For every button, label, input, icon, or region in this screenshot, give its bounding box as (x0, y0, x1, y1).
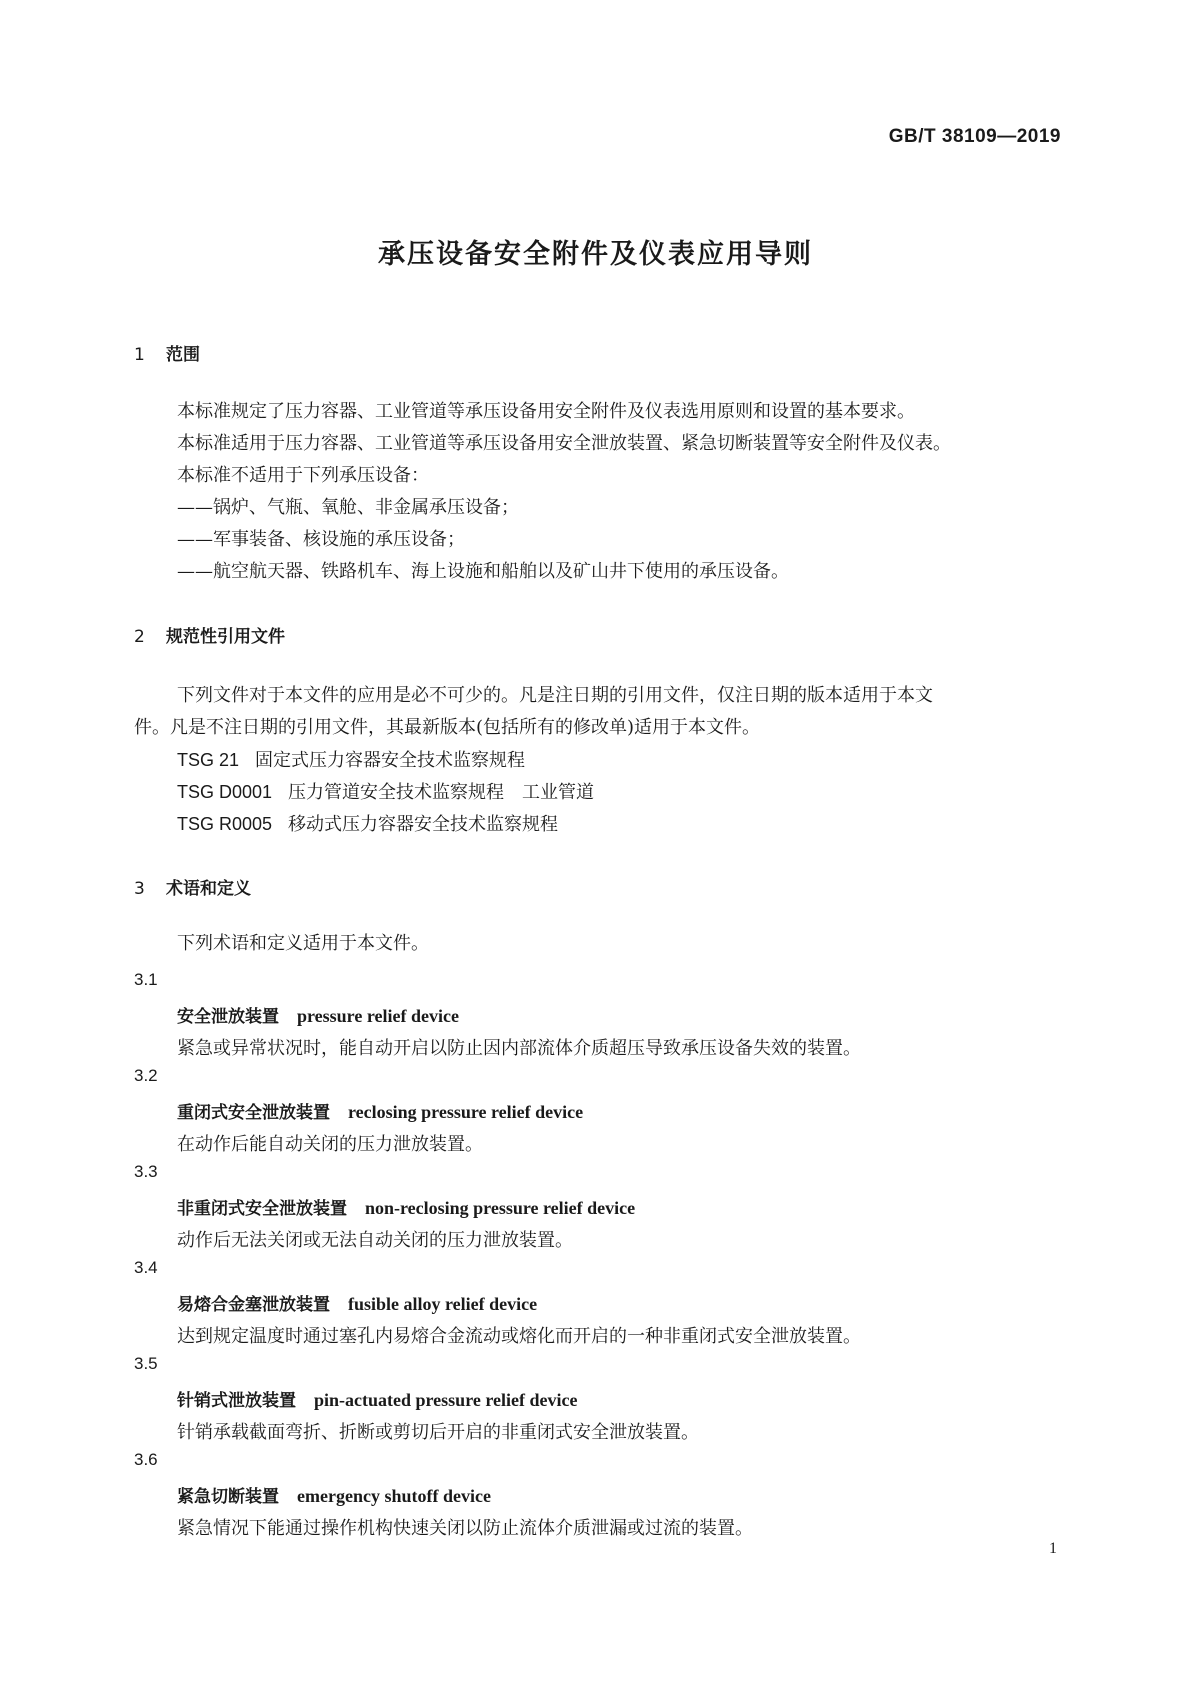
term-name-zh: 重闭式安全泄放装置 (177, 1103, 330, 1123)
term-name (177, 1098, 583, 1123)
term-name-en: non-reclosing pressure relief device (365, 1198, 636, 1218)
term-name-en: pin-actuated pressure relief device (314, 1390, 578, 1410)
term-name (177, 1290, 537, 1315)
term-definition: 动作后无法关闭或无法自动关闭的压力泄放装置。 (177, 1230, 573, 1251)
scope-list-item: ——军事装备、核设施的承压设备； (177, 529, 465, 550)
reference-item (177, 744, 525, 777)
term-number: 3.6 (134, 1450, 158, 1469)
reference-item (177, 776, 594, 809)
term-name-zh: 紧急切断装置 (177, 1487, 279, 1507)
term-name (177, 1482, 491, 1507)
term-name-zh: 安全泄放装置 (177, 1007, 279, 1027)
term-name (177, 1386, 577, 1411)
section-title: 术语和定义 (166, 879, 251, 899)
scope-paragraph: 本标准不适用于下列承压设备： (177, 465, 429, 486)
standard-code: GB/T 38109—2019 (888, 126, 1061, 147)
reference-code: TSG R0005 (177, 814, 273, 834)
term-number: 3.5 (134, 1354, 158, 1373)
term-name-zh: 非重闭式安全泄放装置 (177, 1199, 347, 1219)
scope-paragraph: 本标准规定了压力容器、工业管道等承压设备用安全附件及仪表选用原则和设置的基本要求。 (177, 401, 915, 422)
scope-paragraph: 本标准适用于压力容器、工业管道等承压设备用安全泄放装置、紧急切断装置等安全附件及仪表。 (177, 433, 951, 454)
reference-code: TSG 21 (177, 750, 240, 770)
section-number: 1 (134, 345, 145, 365)
term-number: 3.4 (134, 1258, 158, 1277)
term-name-en: fusible alloy relief device (348, 1294, 538, 1314)
term-name-en: reclosing pressure relief device (348, 1102, 584, 1122)
term-name-en: emergency shutoff device (297, 1486, 491, 1506)
section-heading-references (134, 622, 285, 647)
term-name-en: pressure relief device (297, 1006, 459, 1026)
section-number: 2 (134, 627, 145, 647)
term-definition: 针销承载截面弯折、折断或剪切后开启的非重闭式安全泄放装置。 (177, 1422, 699, 1443)
section-heading-scope (134, 340, 200, 365)
term-number: 3.1 (134, 970, 158, 989)
term-name-zh: 针销式泄放装置 (177, 1391, 296, 1411)
term-name (177, 1194, 635, 1219)
scope-list-item: ——锅炉、气瓶、氧舱、非金属承压设备； (177, 497, 519, 518)
scope-list-item: ——航空航天器、铁路机车、海上设施和船舶以及矿山井下使用的承压设备。 (177, 561, 789, 582)
references-intro: 下列文件对于本文件的应用是必不可少的。凡是注日期的引用文件，仅注日期的版本适用于本文 (177, 685, 933, 706)
reference-title: 压力管道安全技术监察规程 工业管道 (288, 782, 595, 803)
term-name-zh: 易熔合金塞泄放装置 (177, 1295, 330, 1315)
term-number: 3.2 (134, 1066, 158, 1085)
reference-title: 移动式压力容器安全技术监察规程 (288, 814, 559, 835)
reference-title: 固定式压力容器安全技术监察规程 (255, 750, 526, 771)
term-definition: 达到规定温度时通过塞孔内易熔合金流动或熔化而开启的一种非重闭式安全泄放装置。 (177, 1326, 861, 1347)
reference-item (177, 808, 558, 841)
document-title: 承压设备安全附件及仪表应用导则 (378, 239, 813, 270)
references-intro-continued: 件。凡是不注日期的引用文件，其最新版本(包括所有的修改单)适用于本文件。 (134, 717, 761, 738)
terms-intro: 下列术语和定义适用于本文件。 (177, 933, 429, 954)
reference-code: TSG D0001 (177, 782, 273, 802)
term-definition: 紧急情况下能通过操作机构快速关闭以防止流体介质泄漏或过流的装置。 (177, 1518, 753, 1539)
section-title: 规范性引用文件 (166, 627, 285, 647)
term-number: 3.3 (134, 1162, 158, 1181)
term-definition: 紧急或异常状况时，能自动开启以防止因内部流体介质超压导致承压设备失效的装置。 (177, 1038, 861, 1059)
term-name (177, 1002, 459, 1027)
section-heading-terms (134, 874, 251, 899)
section-title: 范围 (166, 345, 200, 365)
section-number: 3 (134, 879, 145, 899)
term-definition: 在动作后能自动关闭的压力泄放装置。 (177, 1134, 483, 1155)
page-number: 1 (1049, 1540, 1057, 1557)
